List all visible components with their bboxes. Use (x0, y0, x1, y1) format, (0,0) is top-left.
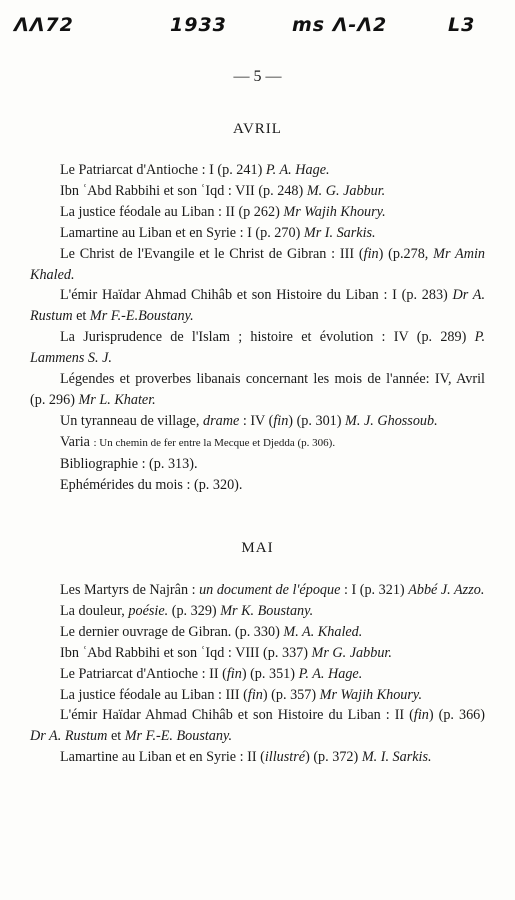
toc-entry (30, 643, 485, 664)
toc-entry-text: Mr L. Khater. (78, 391, 156, 408)
toc-entry-text: ) (p. 357) (262, 686, 320, 703)
toc-entry-text: Mr I. Sarkis. (303, 224, 376, 241)
toc-entry-text: P. A. Hage. (298, 665, 363, 682)
toc-entry-text: : Un chemin de fer entre la Mecque et Djedda (p. 306). (93, 436, 336, 449)
toc-entry (30, 244, 485, 286)
toc-entry-text: illustré (264, 749, 306, 766)
toc-entry-text: Lamartine au Liban et en Syrie : II ( (60, 749, 265, 766)
toc-entry (30, 705, 485, 747)
toc-entry-text: Mr F.-E.Boustany. (89, 308, 194, 325)
toc-entry (30, 223, 485, 244)
toc-entry (30, 181, 485, 202)
toc-entry-text: M. J. Ghossoub. (345, 412, 438, 429)
toc-entry-text: M. A. Khaled. (283, 623, 363, 640)
toc-entry-text: Mr F.-E. Boustany. (124, 728, 233, 745)
page-number: — 5 — (233, 68, 282, 85)
toc-entry (30, 285, 485, 327)
toc-entry-text: (p. 329) (168, 602, 221, 619)
toc-entry-text: Mr K. Boustany. (220, 602, 314, 619)
handwritten-note-4: L3 (448, 14, 476, 36)
toc-entry-text: Le Patriarcat d'Antioche : I (p. 241) (60, 162, 266, 178)
toc-entry (30, 369, 485, 411)
toc-entry-text: Dr A. Rustum (30, 728, 108, 745)
toc-entry (30, 454, 485, 475)
toc-entry-text: Abbé J. Azzo. (408, 582, 485, 598)
toc-entry-text: fin (247, 686, 263, 703)
toc-entry-text: drame (203, 412, 240, 429)
toc-entry (30, 601, 485, 622)
toc-entry-text: Lamartine au Liban et en Syrie : I (p. 270) (60, 224, 304, 241)
toc-entry-text: Mr Amin Khaled. (30, 245, 486, 283)
toc-entry-text: Ibn ʿAbd Rabbihi et son ʿIqd : VIII (p. 337) (60, 644, 312, 661)
toc-entry-text: un document de l'époque (199, 582, 341, 598)
toc-entry-text: ) (p.278, (378, 245, 434, 262)
toc-entry-text: M. G. Jabbur. (306, 182, 386, 199)
toc-entry-text: ) (p. 372) (305, 749, 362, 766)
toc-entry (30, 475, 485, 496)
section-title-mai: MAI (241, 540, 274, 556)
toc-entry-text: P. A. Hage. (265, 162, 330, 178)
handwritten-note-2: 1933 (170, 14, 227, 36)
toc-entry-text: La Jurisprudence de l'Islam ; histoire et évolution : IV (p. 289) (60, 329, 475, 346)
toc-entry-text: et (72, 308, 90, 325)
toc-entry-text: fin (413, 707, 429, 724)
toc-entry-text: Bibliographie : (p. 313). (60, 455, 198, 472)
toc-entry-text: P. Lammens S. J. (30, 329, 485, 367)
toc-entry-text: et (107, 728, 125, 745)
toc-entry-text: La justice féodale au Liban : III ( (60, 686, 248, 703)
toc-entry-text: Ephémérides du mois : (p. 320). (60, 476, 243, 493)
toc-entry-text: : I (p. 321) (340, 582, 409, 598)
toc-entry-text: Dr A. Rustum (30, 287, 485, 325)
toc-entry (30, 580, 485, 601)
toc-entry-text: Un tyranneau de village, (60, 412, 204, 429)
toc-entry-text: Les Martyrs de Najrân : (60, 582, 200, 598)
handwritten-note-1: ΛΛ72 (14, 14, 74, 36)
toc-entry-text: fin (363, 245, 379, 262)
toc-entry (30, 747, 485, 768)
toc-entry-text: ) (p. 351) (241, 665, 299, 682)
toc-entry (30, 432, 485, 454)
toc-entry-text: Mr Wajih Khoury. (283, 203, 386, 220)
toc-entry (30, 327, 485, 369)
toc-entry-text: fin (273, 412, 289, 429)
toc-entry-text: La douleur, (60, 602, 129, 619)
toc-entry-text: L'émir Haïdar Ahmad Chihâb et son Histoire du Liban : II ( (60, 707, 414, 724)
section-title-avril: AVRIL (233, 121, 282, 137)
toc-entry (30, 160, 485, 181)
toc-entry-text: Légendes et proverbes libanais concernant les mois de l'année: IV, Avril (p. 296) (30, 371, 485, 408)
toc-entry (30, 202, 485, 223)
toc-entry (30, 664, 485, 685)
toc-entry-text: Mr Wajih Khoury. (319, 686, 422, 703)
entry-list-mai (30, 580, 485, 768)
toc-entry (30, 622, 485, 643)
toc-entry-text: Varia (60, 433, 94, 450)
toc-entry-text: ) (p. 301) (288, 412, 346, 429)
toc-entry-text: Mr G. Jabbur. (311, 644, 392, 661)
toc-entry-text: Le dernier ouvrage de Gibran. (p. 330) (60, 623, 284, 640)
toc-entry-text: ) (p. 366) (428, 707, 485, 724)
toc-entry-text: La justice féodale au Liban : II (p 262) (60, 203, 284, 220)
toc-entry-text: poésie. (128, 602, 169, 619)
toc-entry-text: L'émir Haïdar Ahmad Chihâb et son Histoire du Liban : I (p. 283) (60, 287, 453, 304)
toc-entry-text: M. I. Sarkis. (361, 749, 432, 766)
toc-entry (30, 411, 485, 432)
toc-entry-text: fin (226, 665, 242, 682)
handwritten-note-3: ms Λ-Λ2 (292, 14, 388, 36)
entry-list-avril (30, 160, 485, 496)
toc-entry-text: : IV ( (239, 412, 274, 429)
toc-entry (30, 685, 485, 706)
toc-entry-text: Le Christ de l'Evangile et le Christ de Gibran : III ( (60, 245, 364, 262)
toc-entry-text: Ibn ʿAbd Rabbihi et son ʿIqd : VII (p. 248) (60, 182, 307, 199)
toc-entry-text: Le Patriarcat d'Antioche : II ( (60, 665, 227, 682)
